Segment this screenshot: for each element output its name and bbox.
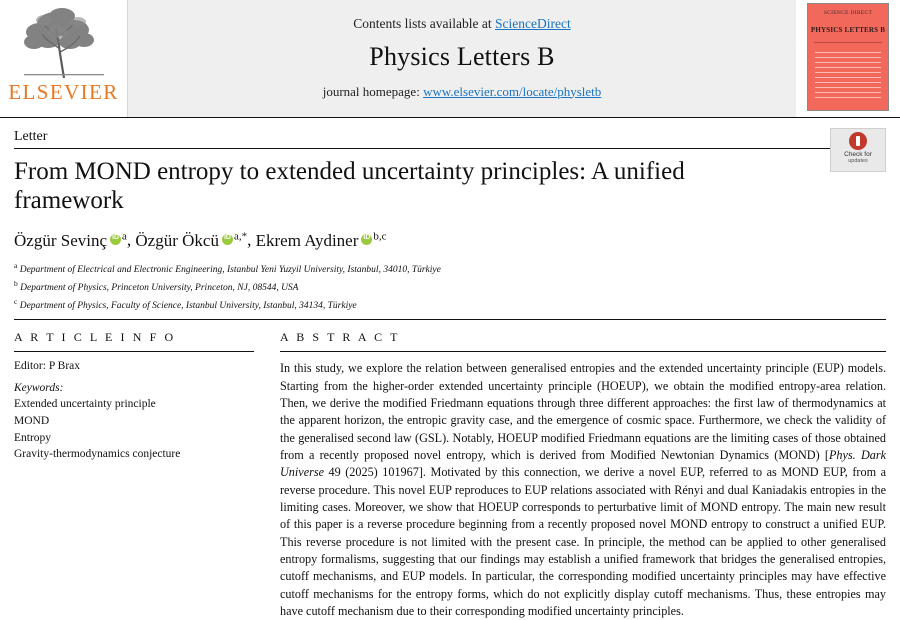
abstract-rule: [280, 351, 886, 352]
affiliation-item: [14, 296, 886, 314]
author-affil-marks: a: [122, 230, 127, 242]
author-separator-1: ,: [126, 230, 136, 250]
abstract-part-2: 49 (2025) 101967]. Motivated by this connection, we derive a novel EUP, referred to as MOND EUP, from a reverse procedure. This novel EUP reproduces to EUP relations associated with Rényi and dual Kaniadakis entropies in the limiting cases. Moreover, we show that HOEUP corresponds to perturbative limit of MOND entropy. The main new result of this paper is a reverse procedure beginning from a recently proposed novel MOND entropy to construct a unified EUP. This reverse procedure is not limited with the present case. In principle, the method can be applied to other generalised entropy formalisms, suggesting that our findings may establish a unified framework that bridges the generalised entropies, cutoff mechanisms, and EUP models. In particular, the corresponding modified uncertainty principles may have effective cutoff mechanisms for the entropy forms, which do not explicitly display cutoff mechanisms. Thus, these entropies may have cutoff mechanism due to their corresponding modified uncertainty principles.: [280, 465, 886, 618]
author-name: Özgür Sevinç: [14, 230, 108, 250]
crossmark-icon: [849, 132, 867, 150]
keyword-item: Entropy: [14, 431, 52, 444]
crossmark-line2: updates: [848, 158, 868, 165]
author-name: Ekrem Aydiner: [255, 230, 359, 250]
article-header: [0, 118, 900, 320]
article-type: Letter: [14, 129, 48, 144]
article-info-rule: [14, 351, 254, 352]
orcid-icon[interactable]: [222, 234, 233, 245]
contents-prefix: Contents lists available at: [353, 15, 495, 31]
keywords-label: Keywords:: [14, 382, 64, 395]
article-info-heading: A R T I C L E I N F O: [14, 330, 176, 345]
author-affil-marks: b,c: [373, 230, 387, 242]
article-body: [0, 320, 900, 620]
orcid-icon[interactable]: [361, 234, 372, 245]
affiliation-text: Department of Electrical and Electronic Engineering, Istanbul Yeni Yuzyil University, Istanbul, 34010, Türkiye: [19, 264, 441, 275]
journal-cover-block: [796, 0, 900, 117]
journal-title: Physics Letters B: [369, 41, 555, 71]
keyword-item: Gravity-thermodynamics conjecture: [14, 448, 181, 461]
affiliation-item: [14, 260, 886, 278]
author-list: [14, 229, 886, 252]
editor-line: Editor: P Brax: [14, 360, 81, 373]
orcid-icon[interactable]: [110, 234, 121, 245]
cover-top-label: SCIENCE DIRECT: [823, 10, 873, 16]
crossmark-badge[interactable]: [830, 128, 886, 172]
abstract-citation-journal: Phys. Dark Universe: [280, 448, 886, 480]
sciencedirect-link[interactable]: ScienceDirect: [495, 15, 571, 31]
journal-header-center: [128, 0, 796, 117]
author-item[interactable]: [135, 231, 247, 250]
affiliation-mark: a: [14, 260, 18, 270]
keyword-item: Extended uncertainty principle: [14, 398, 156, 411]
cover-divider: [814, 42, 882, 43]
abstract-heading: A B S T R A C T: [280, 330, 401, 345]
elsevier-tree-icon: [12, 2, 116, 84]
abstract-text: [280, 360, 886, 620]
abstract-column: [280, 330, 886, 620]
elsevier-wordmark: ELSEVIER: [8, 80, 119, 104]
cover-text-lines: [815, 52, 881, 102]
affiliation-text: Department of Physics, Princeton University, Princeton, NJ, 08544, USA: [20, 282, 299, 293]
author-item[interactable]: [256, 231, 387, 250]
journal-masthead: [0, 0, 900, 118]
affiliation-text: Department of Physics, Faculty of Science, Istanbul University, Istanbul, 34134, Türkiye: [19, 300, 357, 311]
elsevier-logo-block: [0, 0, 128, 117]
keyword-item: MOND: [14, 415, 50, 428]
affiliation-item: [14, 278, 886, 296]
section-divider: [14, 319, 886, 320]
author-affil-marks: a,*: [233, 230, 248, 242]
crossmark-line1: Check for: [844, 151, 872, 158]
affiliation-mark: c: [14, 296, 18, 306]
article-info-column: [14, 330, 254, 620]
journal-cover-thumbnail[interactable]: [807, 3, 889, 111]
contents-line: [353, 16, 570, 32]
header-divider: [14, 148, 886, 149]
cover-title: PHYSICS LETTERS B: [810, 26, 886, 34]
journal-homepage-link[interactable]: www.elsevier.com/locate/physletb: [423, 83, 602, 99]
author-name: Özgür Ökcü: [135, 230, 219, 250]
abstract-part-1: In this study, we explore the relation between generalised entropies and the extended uncertainty principle (EUP) models. Starting from the higher-order extended uncertainty principle (HOEUP), we obtain the modified entropy-area relation. Then, we derive the modified Friedmann equations through three different approaches: the first law of thermodynamics at the apparent horizon, the entropic gravity case, and the emergence of cosmic space. Furthermore, we check the validity of the generalised second law (GSL). Notably, HOEUP modified Friedmann equations are the limiting cases of those obtained from a recently proposed novel entropy, which is derived from Modified Newtonian Dynamics (MOND) [: [280, 361, 886, 463]
author-separator-2: ,: [247, 230, 256, 250]
affiliation-mark: b: [14, 278, 18, 288]
author-item[interactable]: [14, 231, 127, 250]
homepage-prefix: journal homepage:: [322, 83, 424, 99]
homepage-line: [323, 84, 602, 100]
affiliation-list: [14, 260, 886, 314]
page-title: From MOND entropy to extended uncertainty principles: A unified framework: [14, 158, 685, 214]
